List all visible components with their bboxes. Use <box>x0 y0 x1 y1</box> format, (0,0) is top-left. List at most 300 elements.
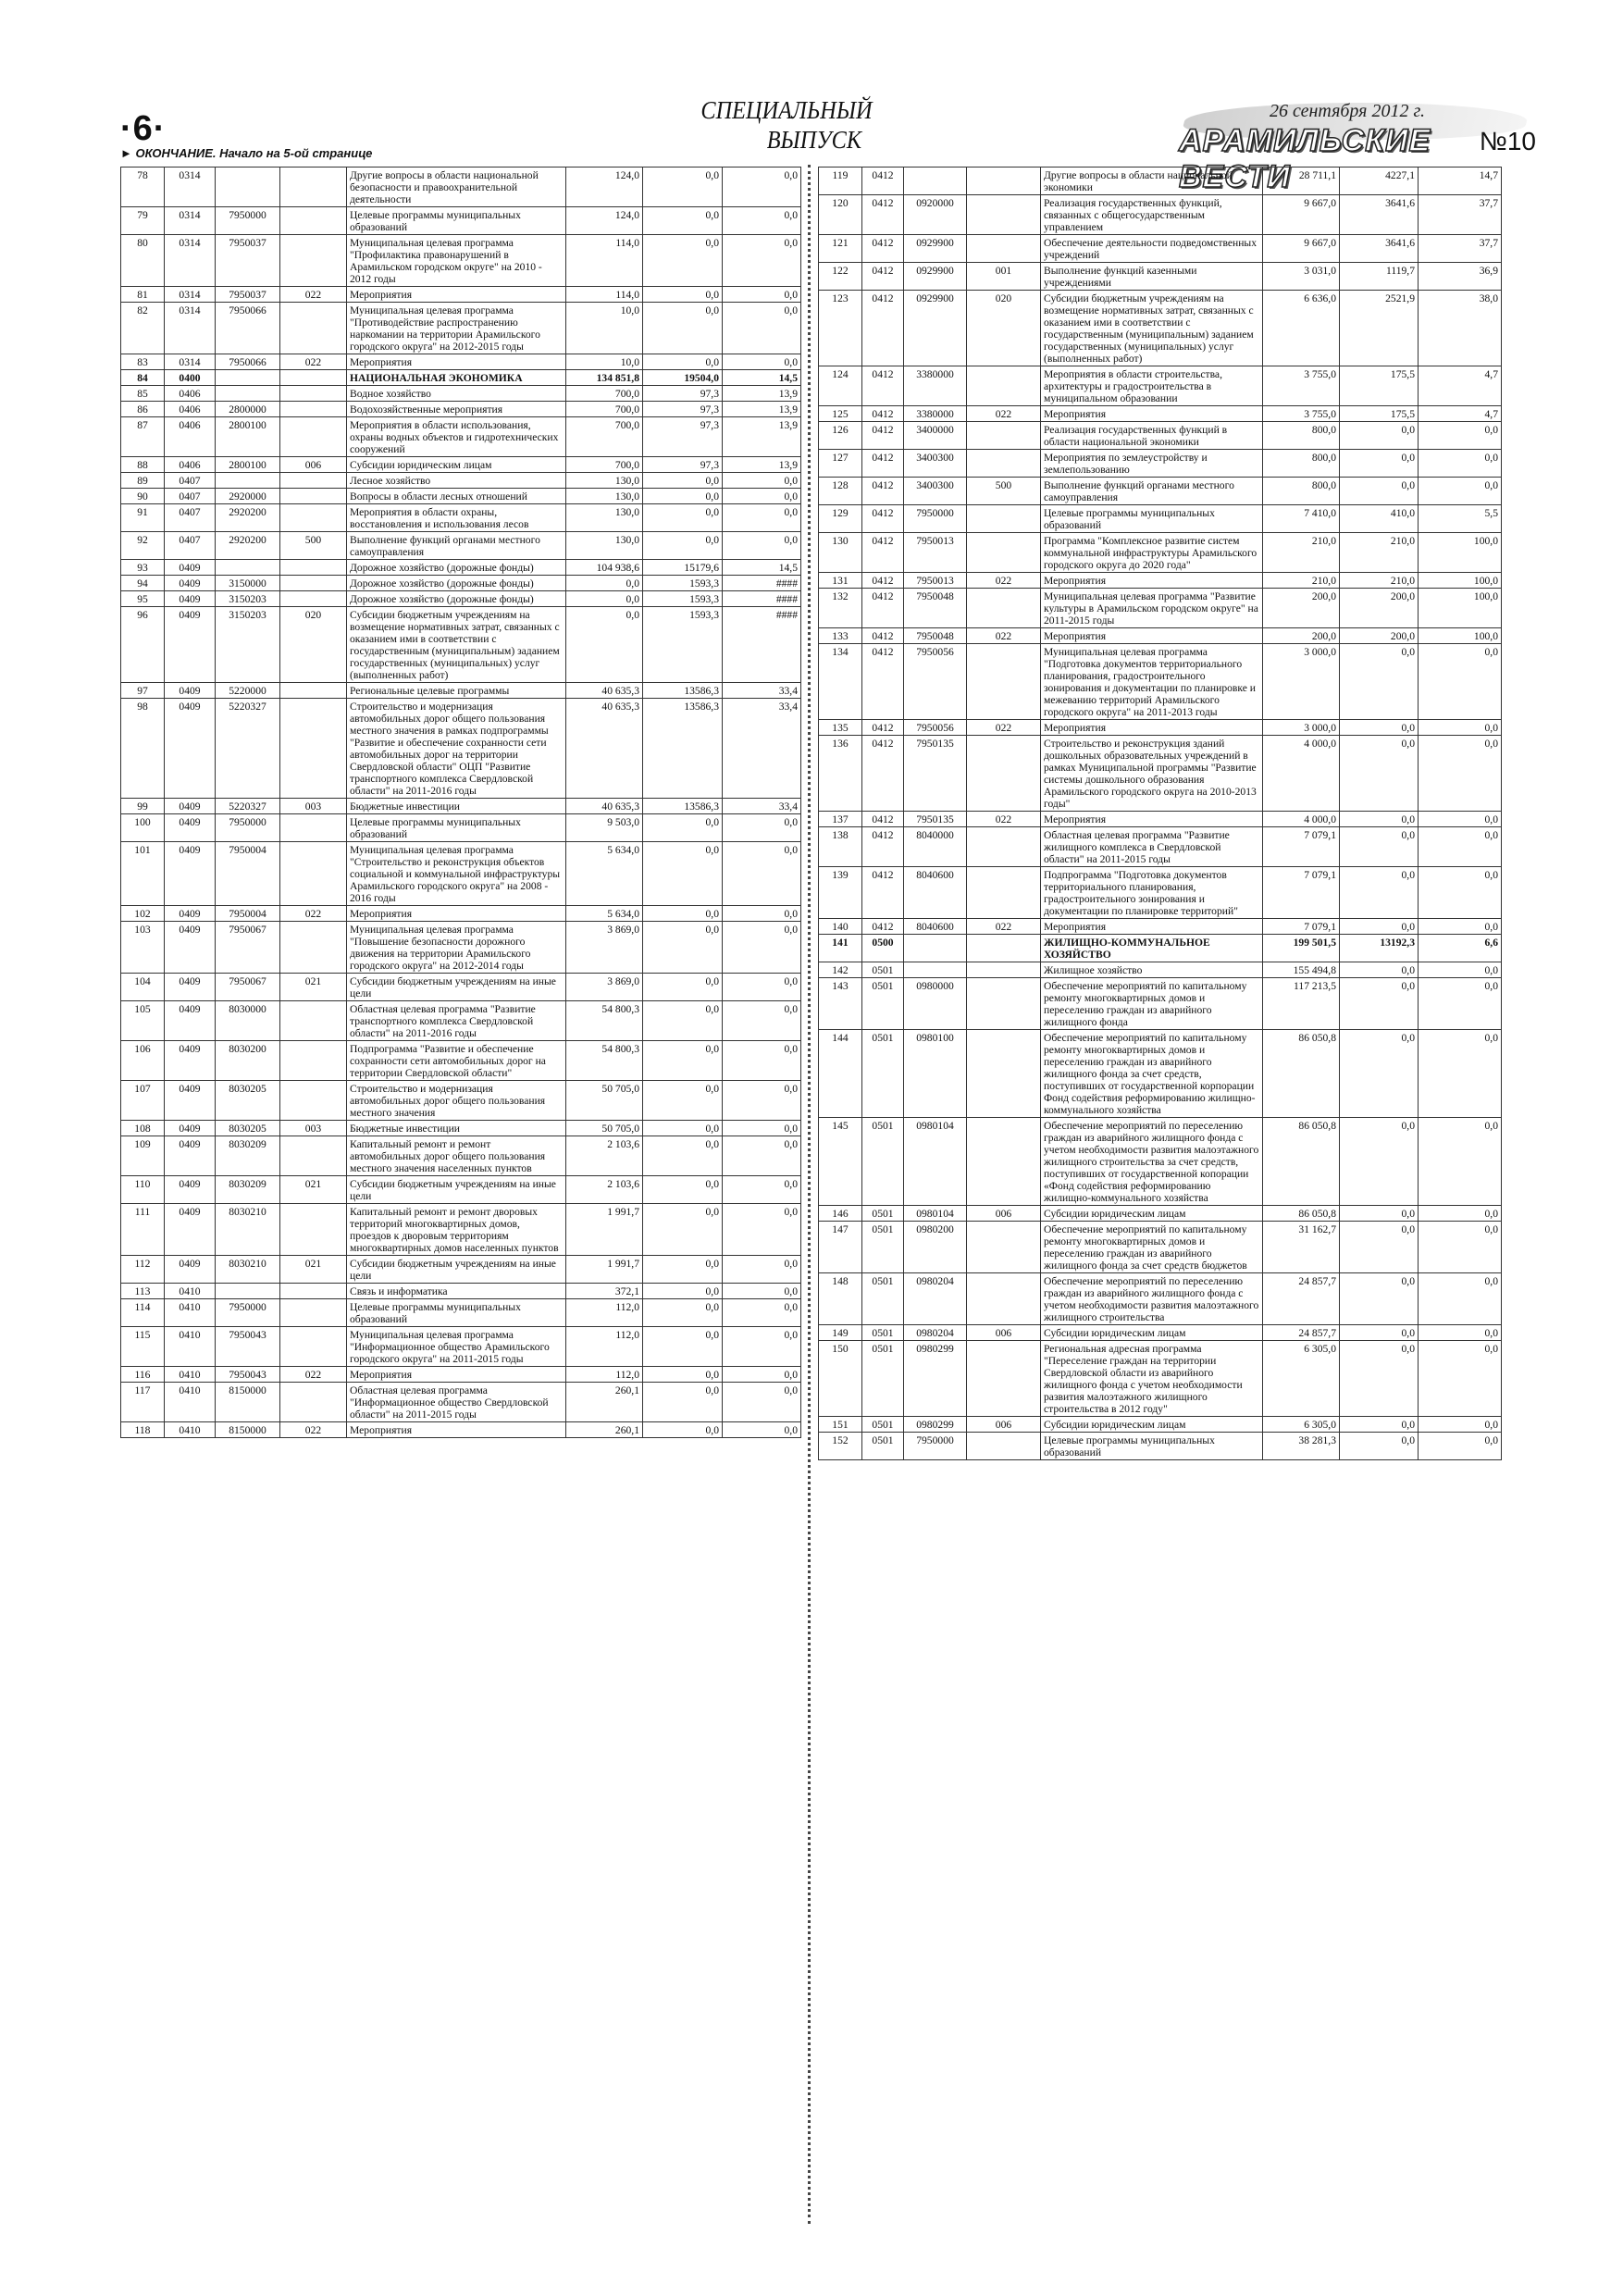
execution-percent: 6,6 <box>1419 935 1502 962</box>
executed-amount: 175,5 <box>1340 366 1419 406</box>
expense-name: Связь и информатика <box>347 1284 566 1299</box>
special-line-2: ВЫПУСК <box>766 126 861 154</box>
target-code: 3400000 <box>904 422 967 450</box>
execution-percent: 13,9 <box>723 417 801 457</box>
expense-name: Другие вопросы в области национальной безопасности и правоохранительной деятельности <box>347 168 566 207</box>
section-code: 0501 <box>862 1433 904 1460</box>
table-row <box>819 406 1502 422</box>
planned-amount: 24 857,7 <box>1263 1325 1340 1341</box>
executed-amount: 0,0 <box>643 1327 723 1367</box>
row-number: 100 <box>121 814 165 842</box>
section-code: 0412 <box>862 919 904 935</box>
target-code: 7950004 <box>216 842 280 906</box>
planned-amount: 28 711,1 <box>1263 168 1340 195</box>
row-number: 114 <box>121 1299 165 1327</box>
execution-percent: 0,0 <box>723 974 801 1001</box>
row-number: 142 <box>819 962 862 978</box>
section-code: 0412 <box>862 812 904 827</box>
execution-percent: 0,0 <box>1419 422 1502 450</box>
section-code: 0412 <box>862 291 904 366</box>
execution-percent: 0,0 <box>723 168 801 207</box>
expense-name: Региональные целевые программы <box>347 683 566 699</box>
planned-amount: 6 305,0 <box>1263 1417 1340 1433</box>
table-row <box>121 842 801 906</box>
row-number: 116 <box>121 1367 165 1383</box>
planned-amount: 112,0 <box>566 1299 643 1327</box>
planned-amount: 800,0 <box>1263 450 1340 478</box>
row-number: 84 <box>121 370 165 386</box>
table-row <box>819 1417 1502 1433</box>
row-number: 79 <box>121 207 165 235</box>
executed-amount: 0,0 <box>643 235 723 287</box>
row-number: 101 <box>121 842 165 906</box>
planned-amount: 9 667,0 <box>1263 195 1340 235</box>
planned-amount: 700,0 <box>566 386 643 402</box>
planned-amount: 3 000,0 <box>1263 720 1340 736</box>
section-code: 0501 <box>862 1206 904 1222</box>
expense-code: 500 <box>280 532 347 560</box>
planned-amount: 9 667,0 <box>1263 235 1340 263</box>
execution-percent: 13,9 <box>723 457 801 473</box>
executed-amount: 97,3 <box>643 402 723 417</box>
expense-code <box>280 683 347 699</box>
executed-amount: 0,0 <box>643 354 723 370</box>
table-row <box>121 1081 801 1121</box>
table-row <box>819 1273 1502 1325</box>
expense-code: 021 <box>280 1176 347 1204</box>
executed-amount: 0,0 <box>643 532 723 560</box>
section-code: 0409 <box>165 1121 216 1136</box>
target-code: 7950066 <box>216 354 280 370</box>
expense-name: Мероприятия <box>1041 919 1263 935</box>
expense-code: 022 <box>280 1367 347 1383</box>
executed-amount: 200,0 <box>1340 589 1419 628</box>
expense-code: 021 <box>280 1256 347 1284</box>
target-code: 0980000 <box>904 978 967 1030</box>
expense-code <box>280 814 347 842</box>
row-number: 129 <box>819 505 862 533</box>
target-code: 5220327 <box>216 699 280 799</box>
expense-code <box>967 644 1041 720</box>
execution-percent: 0,0 <box>723 1284 801 1299</box>
row-number: 88 <box>121 457 165 473</box>
table-row <box>121 591 801 607</box>
execution-percent: 0,0 <box>1419 1417 1502 1433</box>
row-number: 136 <box>819 736 862 812</box>
issue-number: №10 <box>1479 127 1536 155</box>
executed-amount: 0,0 <box>643 1041 723 1081</box>
execution-percent: 0,0 <box>723 504 801 532</box>
expense-name: Мероприятия <box>1041 812 1263 827</box>
expense-code <box>967 1118 1041 1206</box>
planned-amount: 800,0 <box>1263 422 1340 450</box>
table-row <box>121 1001 801 1041</box>
planned-amount: 155 494,8 <box>1263 962 1340 978</box>
expense-name: Муниципальная целевая программа "Развитие культуры в Арамильском городском округе" на 2011-2015 годы <box>1041 589 1263 628</box>
row-number: 94 <box>121 576 165 591</box>
expense-code <box>967 867 1041 919</box>
executed-amount: 0,0 <box>643 974 723 1001</box>
executed-amount: 200,0 <box>1340 628 1419 644</box>
expense-name: Подпрограмма "Развитие и обеспечение сохранности сети автомобильных дорог на территории Свердловской области" <box>347 1041 566 1081</box>
section-code: 0410 <box>165 1284 216 1299</box>
expense-code: 006 <box>280 457 347 473</box>
section-code: 0501 <box>862 962 904 978</box>
expense-name: Муниципальная целевая программа "Подготовка документов территориального планирования, градостроительного зонирования и документации по планировке и межеванию территорий Арамильского городского округа" на 2011-2013 годы <box>1041 644 1263 720</box>
target-code: 3150203 <box>216 607 280 683</box>
planned-amount: 4 000,0 <box>1263 812 1340 827</box>
target-code: 2800100 <box>216 457 280 473</box>
expense-code <box>280 1136 347 1176</box>
table-row <box>819 1118 1502 1206</box>
target-code <box>216 560 280 576</box>
row-number: 95 <box>121 591 165 607</box>
expense-name: Реализация государственных функций в области национальной экономики <box>1041 422 1263 450</box>
section-code: 0412 <box>862 827 904 867</box>
target-code: 7950000 <box>904 1433 967 1460</box>
row-number: 112 <box>121 1256 165 1284</box>
planned-amount: 117 213,5 <box>1263 978 1340 1030</box>
table-row <box>121 303 801 354</box>
row-number: 98 <box>121 699 165 799</box>
target-code: 7950037 <box>216 287 280 303</box>
target-code: 8150000 <box>216 1422 280 1438</box>
table-row <box>121 1422 801 1438</box>
expense-code <box>280 1299 347 1327</box>
table-row <box>121 235 801 287</box>
table-row <box>121 1176 801 1204</box>
planned-amount: 114,0 <box>566 235 643 287</box>
planned-amount: 124,0 <box>566 168 643 207</box>
table-row <box>819 168 1502 195</box>
table-row <box>121 906 801 922</box>
expense-name: Мероприятия в области охраны, восстановления и использования лесов <box>347 504 566 532</box>
planned-amount: 372,1 <box>566 1284 643 1299</box>
table-row <box>819 628 1502 644</box>
expense-code: 022 <box>280 287 347 303</box>
executed-amount: 0,0 <box>1340 812 1419 827</box>
executed-amount: 0,0 <box>643 1001 723 1041</box>
execution-percent: 0,0 <box>1419 1222 1502 1273</box>
executed-amount: 4227,1 <box>1340 168 1419 195</box>
table-row <box>819 962 1502 978</box>
special-issue-label <box>695 95 878 155</box>
section-code: 0409 <box>165 1176 216 1204</box>
execution-percent: 0,0 <box>723 1256 801 1284</box>
expense-name: ЖИЛИЩНО-КОММУНАЛЬНОЕ ХОЗЯЙСТВО <box>1041 935 1263 962</box>
section-code: 0409 <box>165 591 216 607</box>
row-number: 117 <box>121 1383 165 1422</box>
table-row <box>121 560 801 576</box>
table-row <box>121 974 801 1001</box>
execution-percent: 0,0 <box>723 207 801 235</box>
expense-code: 022 <box>967 720 1041 736</box>
execution-percent: 0,0 <box>1419 1433 1502 1460</box>
executed-amount: 0,0 <box>643 1367 723 1383</box>
table-row <box>121 1299 801 1327</box>
table-row <box>819 720 1502 736</box>
row-number: 125 <box>819 406 862 422</box>
row-number: 144 <box>819 1030 862 1118</box>
expense-name: Субсидии бюджетным учреждениям на иные цели <box>347 974 566 1001</box>
executed-amount: 0,0 <box>1340 736 1419 812</box>
execution-percent: 0,0 <box>723 354 801 370</box>
planned-amount: 5 634,0 <box>566 906 643 922</box>
executed-amount: 0,0 <box>1340 644 1419 720</box>
row-number: 132 <box>819 589 862 628</box>
executed-amount: 1119,7 <box>1340 263 1419 291</box>
table-row <box>121 683 801 699</box>
expense-code: 020 <box>280 607 347 683</box>
target-code: 3150203 <box>216 591 280 607</box>
target-code: 0980104 <box>904 1118 967 1206</box>
section-code: 0412 <box>862 589 904 628</box>
executed-amount: 0,0 <box>643 168 723 207</box>
executed-amount: 1593,3 <box>643 591 723 607</box>
column-divider <box>808 165 811 2224</box>
expense-code <box>967 1222 1041 1273</box>
execution-percent: 0,0 <box>1419 478 1502 505</box>
expense-code <box>280 386 347 402</box>
execution-percent: 0,0 <box>1419 720 1502 736</box>
executed-amount: 0,0 <box>643 1383 723 1422</box>
expense-code <box>967 1030 1041 1118</box>
table-row <box>121 402 801 417</box>
executed-amount: 0,0 <box>1340 827 1419 867</box>
table-row <box>819 235 1502 263</box>
table-row <box>819 1222 1502 1273</box>
issue-date: 26 сентября 2012 г. <box>1269 101 1425 121</box>
planned-amount: 24 857,7 <box>1263 1273 1340 1325</box>
expense-code <box>967 422 1041 450</box>
table-row <box>121 1121 801 1136</box>
section-code: 0412 <box>862 505 904 533</box>
target-code: 7950048 <box>904 628 967 644</box>
execution-percent: 0,0 <box>723 922 801 974</box>
planned-amount: 700,0 <box>566 402 643 417</box>
section-code: 0501 <box>862 1341 904 1417</box>
planned-amount: 4 000,0 <box>1263 736 1340 812</box>
table-row <box>121 504 801 532</box>
expense-name: Мероприятия в области строительства, архитектуры и градостроительства в муниципальном образовании <box>1041 366 1263 406</box>
row-number: 99 <box>121 799 165 814</box>
expense-name: Целевые программы муниципальных образований <box>1041 1433 1263 1460</box>
planned-amount: 31 162,7 <box>1263 1222 1340 1273</box>
row-number: 92 <box>121 532 165 560</box>
row-number: 152 <box>819 1433 862 1460</box>
execution-percent: 0,0 <box>1419 962 1502 978</box>
target-code: 8030000 <box>216 1001 280 1041</box>
target-code <box>216 386 280 402</box>
expense-code <box>280 303 347 354</box>
executed-amount: 3641,6 <box>1340 195 1419 235</box>
expense-name: Муниципальная целевая программа "Информационное общество Арамильского городского округа" на 2011-2015 годы <box>347 1327 566 1367</box>
target-code: 0980200 <box>904 1222 967 1273</box>
row-number: 127 <box>819 450 862 478</box>
execution-percent: 0,0 <box>723 1383 801 1422</box>
expense-name: Обеспечение деятельности подведомственных учреждений <box>1041 235 1263 263</box>
section-code: 0412 <box>862 195 904 235</box>
row-number: 82 <box>121 303 165 354</box>
row-number: 151 <box>819 1417 862 1433</box>
table-row <box>121 1041 801 1081</box>
execution-percent: 0,0 <box>1419 1341 1502 1417</box>
planned-amount: 3 000,0 <box>1263 644 1340 720</box>
target-code: 7950066 <box>216 303 280 354</box>
row-number: 86 <box>121 402 165 417</box>
planned-amount: 112,0 <box>566 1327 643 1367</box>
planned-amount: 40 635,3 <box>566 683 643 699</box>
row-number: 139 <box>819 867 862 919</box>
section-code: 0314 <box>165 354 216 370</box>
section-code: 0406 <box>165 386 216 402</box>
budget-table-left <box>120 167 801 1438</box>
section-code: 0409 <box>165 1001 216 1041</box>
execution-percent: 37,7 <box>1419 195 1502 235</box>
executed-amount: 0,0 <box>1340 962 1419 978</box>
executed-amount: 0,0 <box>1340 450 1419 478</box>
table-row <box>121 607 801 683</box>
target-code: 7950037 <box>216 235 280 287</box>
planned-amount: 2 103,6 <box>566 1176 643 1204</box>
executed-amount: 0,0 <box>1340 1118 1419 1206</box>
row-number: 89 <box>121 473 165 489</box>
executed-amount: 210,0 <box>1340 573 1419 589</box>
execution-percent: 4,7 <box>1419 366 1502 406</box>
row-number: 78 <box>121 168 165 207</box>
expense-code <box>967 235 1041 263</box>
section-code: 0409 <box>165 1136 216 1176</box>
expense-name: Мероприятия <box>1041 628 1263 644</box>
expense-code: 006 <box>967 1206 1041 1222</box>
continuation-note: ► ОКОНЧАНИЕ. Начало на 5-ой странице <box>120 146 373 160</box>
executed-amount: 97,3 <box>643 417 723 457</box>
section-code: 0410 <box>165 1383 216 1422</box>
expense-code: 022 <box>967 573 1041 589</box>
executed-amount: 0,0 <box>1340 1206 1419 1222</box>
target-code: 7950013 <box>904 573 967 589</box>
planned-amount: 200,0 <box>1263 628 1340 644</box>
row-number: 93 <box>121 560 165 576</box>
expense-code <box>967 1341 1041 1417</box>
section-code: 0314 <box>165 207 216 235</box>
planned-amount: 86 050,8 <box>1263 1118 1340 1206</box>
target-code: 2800000 <box>216 402 280 417</box>
expense-code <box>280 699 347 799</box>
execution-percent: 0,0 <box>723 1204 801 1256</box>
table-row <box>819 812 1502 827</box>
row-number: 113 <box>121 1284 165 1299</box>
expense-name: Целевые программы муниципальных образований <box>347 207 566 235</box>
execution-percent: 0,0 <box>723 1001 801 1041</box>
section-code: 0412 <box>862 422 904 450</box>
table-row <box>121 1256 801 1284</box>
row-number: 134 <box>819 644 862 720</box>
expense-code <box>280 1081 347 1121</box>
expense-name: Вопросы в области лесных отношений <box>347 489 566 504</box>
executed-amount: 0,0 <box>1340 720 1419 736</box>
row-number: 111 <box>121 1204 165 1256</box>
executed-amount: 0,0 <box>1340 422 1419 450</box>
section-code: 0412 <box>862 366 904 406</box>
execution-percent: 4,7 <box>1419 406 1502 422</box>
executed-amount: 0,0 <box>643 287 723 303</box>
expense-name: Субсидии бюджетным учреждениям на иные цели <box>347 1256 566 1284</box>
expense-code: 020 <box>967 291 1041 366</box>
execution-percent: #### <box>723 576 801 591</box>
row-number: 90 <box>121 489 165 504</box>
executed-amount: 19504,0 <box>643 370 723 386</box>
execution-percent: 0,0 <box>723 1299 801 1327</box>
expense-code <box>967 978 1041 1030</box>
executed-amount: 13586,3 <box>643 683 723 699</box>
row-number: 150 <box>819 1341 862 1417</box>
executed-amount: 13192,3 <box>1340 935 1419 962</box>
section-code: 0410 <box>165 1367 216 1383</box>
expense-code: 022 <box>280 906 347 922</box>
expense-name: Дорожное хозяйство (дорожные фонды) <box>347 576 566 591</box>
execution-percent: 0,0 <box>1419 919 1502 935</box>
target-code: 3400300 <box>904 478 967 505</box>
table-row <box>819 263 1502 291</box>
row-number: 122 <box>819 263 862 291</box>
expense-code <box>967 736 1041 812</box>
expense-code <box>280 1383 347 1422</box>
target-code: 0980104 <box>904 1206 967 1222</box>
section-code: 0409 <box>165 683 216 699</box>
expense-name: Целевые программы муниципальных образований <box>347 1299 566 1327</box>
section-code: 0409 <box>165 799 216 814</box>
target-code: 5220000 <box>216 683 280 699</box>
execution-percent: 0,0 <box>1419 1030 1502 1118</box>
execution-percent: #### <box>723 607 801 683</box>
execution-percent: 0,0 <box>723 1081 801 1121</box>
planned-amount: 3 755,0 <box>1263 406 1340 422</box>
expense-name: Бюджетные инвестиции <box>347 1121 566 1136</box>
execution-percent: 0,0 <box>723 235 801 287</box>
execution-percent: 0,0 <box>1419 1206 1502 1222</box>
target-code: 0929900 <box>904 291 967 366</box>
expense-name: Мероприятия <box>1041 573 1263 589</box>
expense-name: Мероприятия <box>347 1422 566 1438</box>
table-row <box>121 532 801 560</box>
section-code: 0412 <box>862 263 904 291</box>
expense-code: 022 <box>967 919 1041 935</box>
expense-code <box>967 533 1041 573</box>
row-number: 137 <box>819 812 862 827</box>
row-number: 147 <box>819 1222 862 1273</box>
executed-amount: 0,0 <box>643 1136 723 1176</box>
planned-amount: 50 705,0 <box>566 1081 643 1121</box>
section-code: 0314 <box>165 235 216 287</box>
planned-amount: 40 635,3 <box>566 799 643 814</box>
executed-amount: 0,0 <box>643 1256 723 1284</box>
execution-percent: 13,9 <box>723 386 801 402</box>
planned-amount: 1 991,7 <box>566 1256 643 1284</box>
expense-name: Мероприятия по землеустройству и землепользованию <box>1041 450 1263 478</box>
expense-name: Обеспечение мероприятий по капитальному ремонту многоквартирных домов и переселению граждан из аварийного жилищного фонда за счет средств, поступивших от государственной корпорации Фонд содействия реформированию жилищно-коммунального хозяйства <box>1041 1030 1263 1118</box>
row-number: 143 <box>819 978 862 1030</box>
row-number: 124 <box>819 366 862 406</box>
executed-amount: 0,0 <box>643 303 723 354</box>
section-code: 0412 <box>862 736 904 812</box>
planned-amount: 800,0 <box>1263 478 1340 505</box>
expense-name: Другие вопросы в области национальной экономики <box>1041 168 1263 195</box>
expense-name: Капитальный ремонт и ремонт дворовых территорий многоквартирных домов, проездов к дворовым территориям многоквартирных домов населенных пунктов <box>347 1204 566 1256</box>
expense-name: Субсидии юридическим лицам <box>347 457 566 473</box>
section-code: 0501 <box>862 1030 904 1118</box>
expense-name: Субсидии юридическим лицам <box>1041 1325 1263 1341</box>
